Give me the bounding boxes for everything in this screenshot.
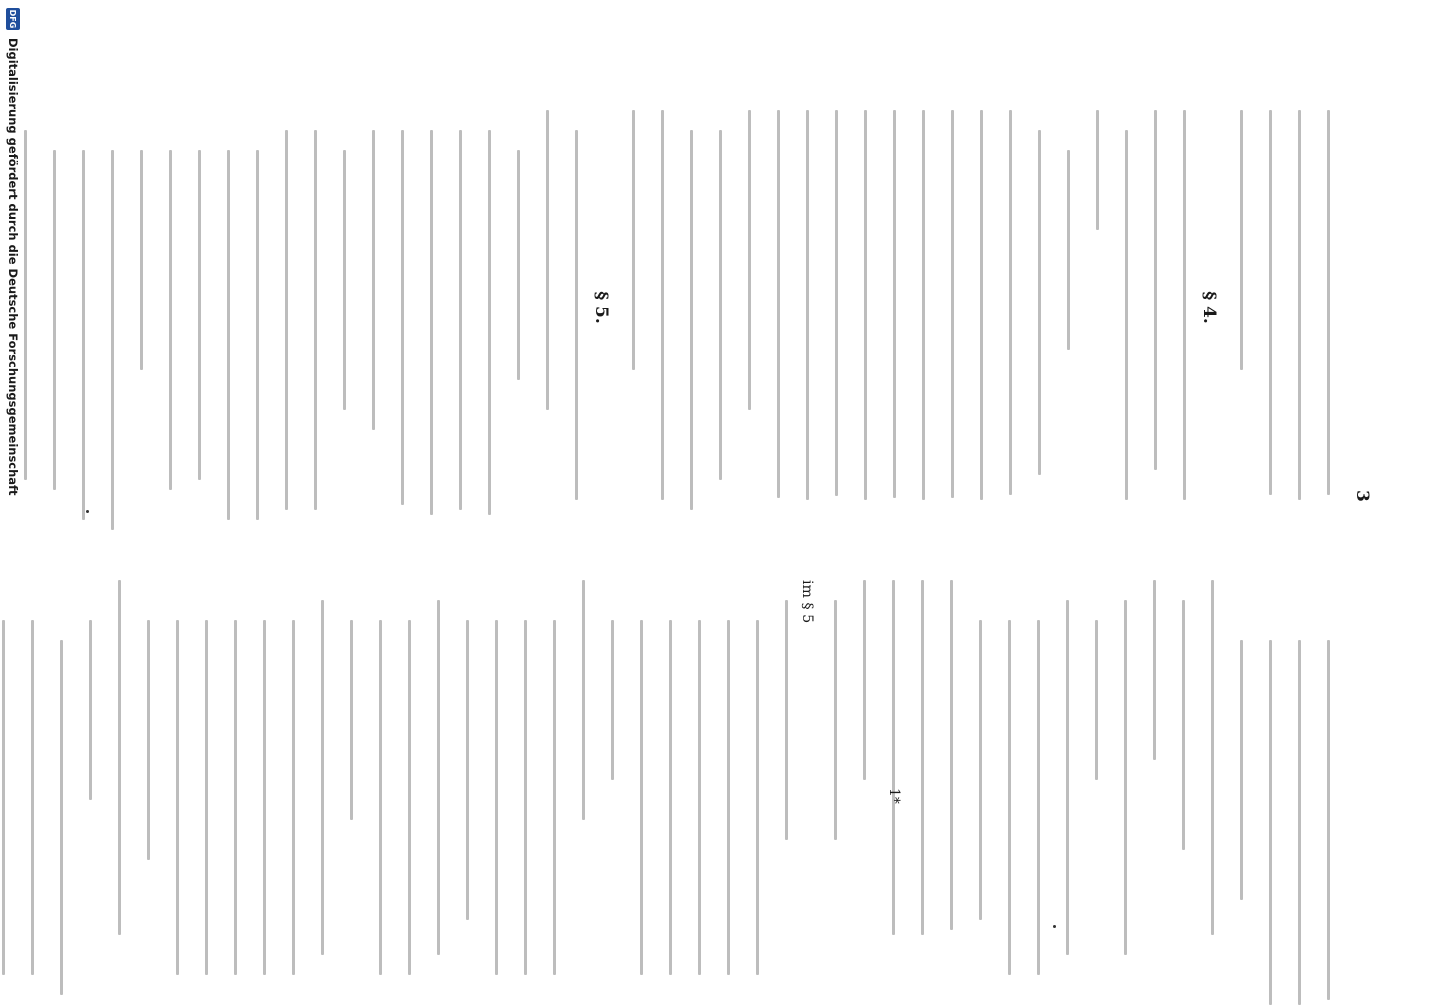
speck-mark	[86, 510, 89, 513]
signature-mark: 1*	[886, 788, 902, 804]
section-5-heading: § 5.	[591, 291, 611, 324]
footer-text: Digitalisierung gefördert durch die Deutsche Forschungsgemeinschaft	[6, 38, 20, 496]
section-4-heading: § 4.	[1199, 291, 1219, 324]
page-number: 3	[1352, 490, 1372, 502]
speck-mark	[1053, 925, 1056, 928]
footer-note	[0, 0, 26, 1008]
section-5-reference: im § 5	[799, 580, 815, 624]
left-column	[0, 110, 1339, 505]
right-column	[0, 580, 1339, 945]
dfg-logo: DFG	[6, 8, 20, 30]
